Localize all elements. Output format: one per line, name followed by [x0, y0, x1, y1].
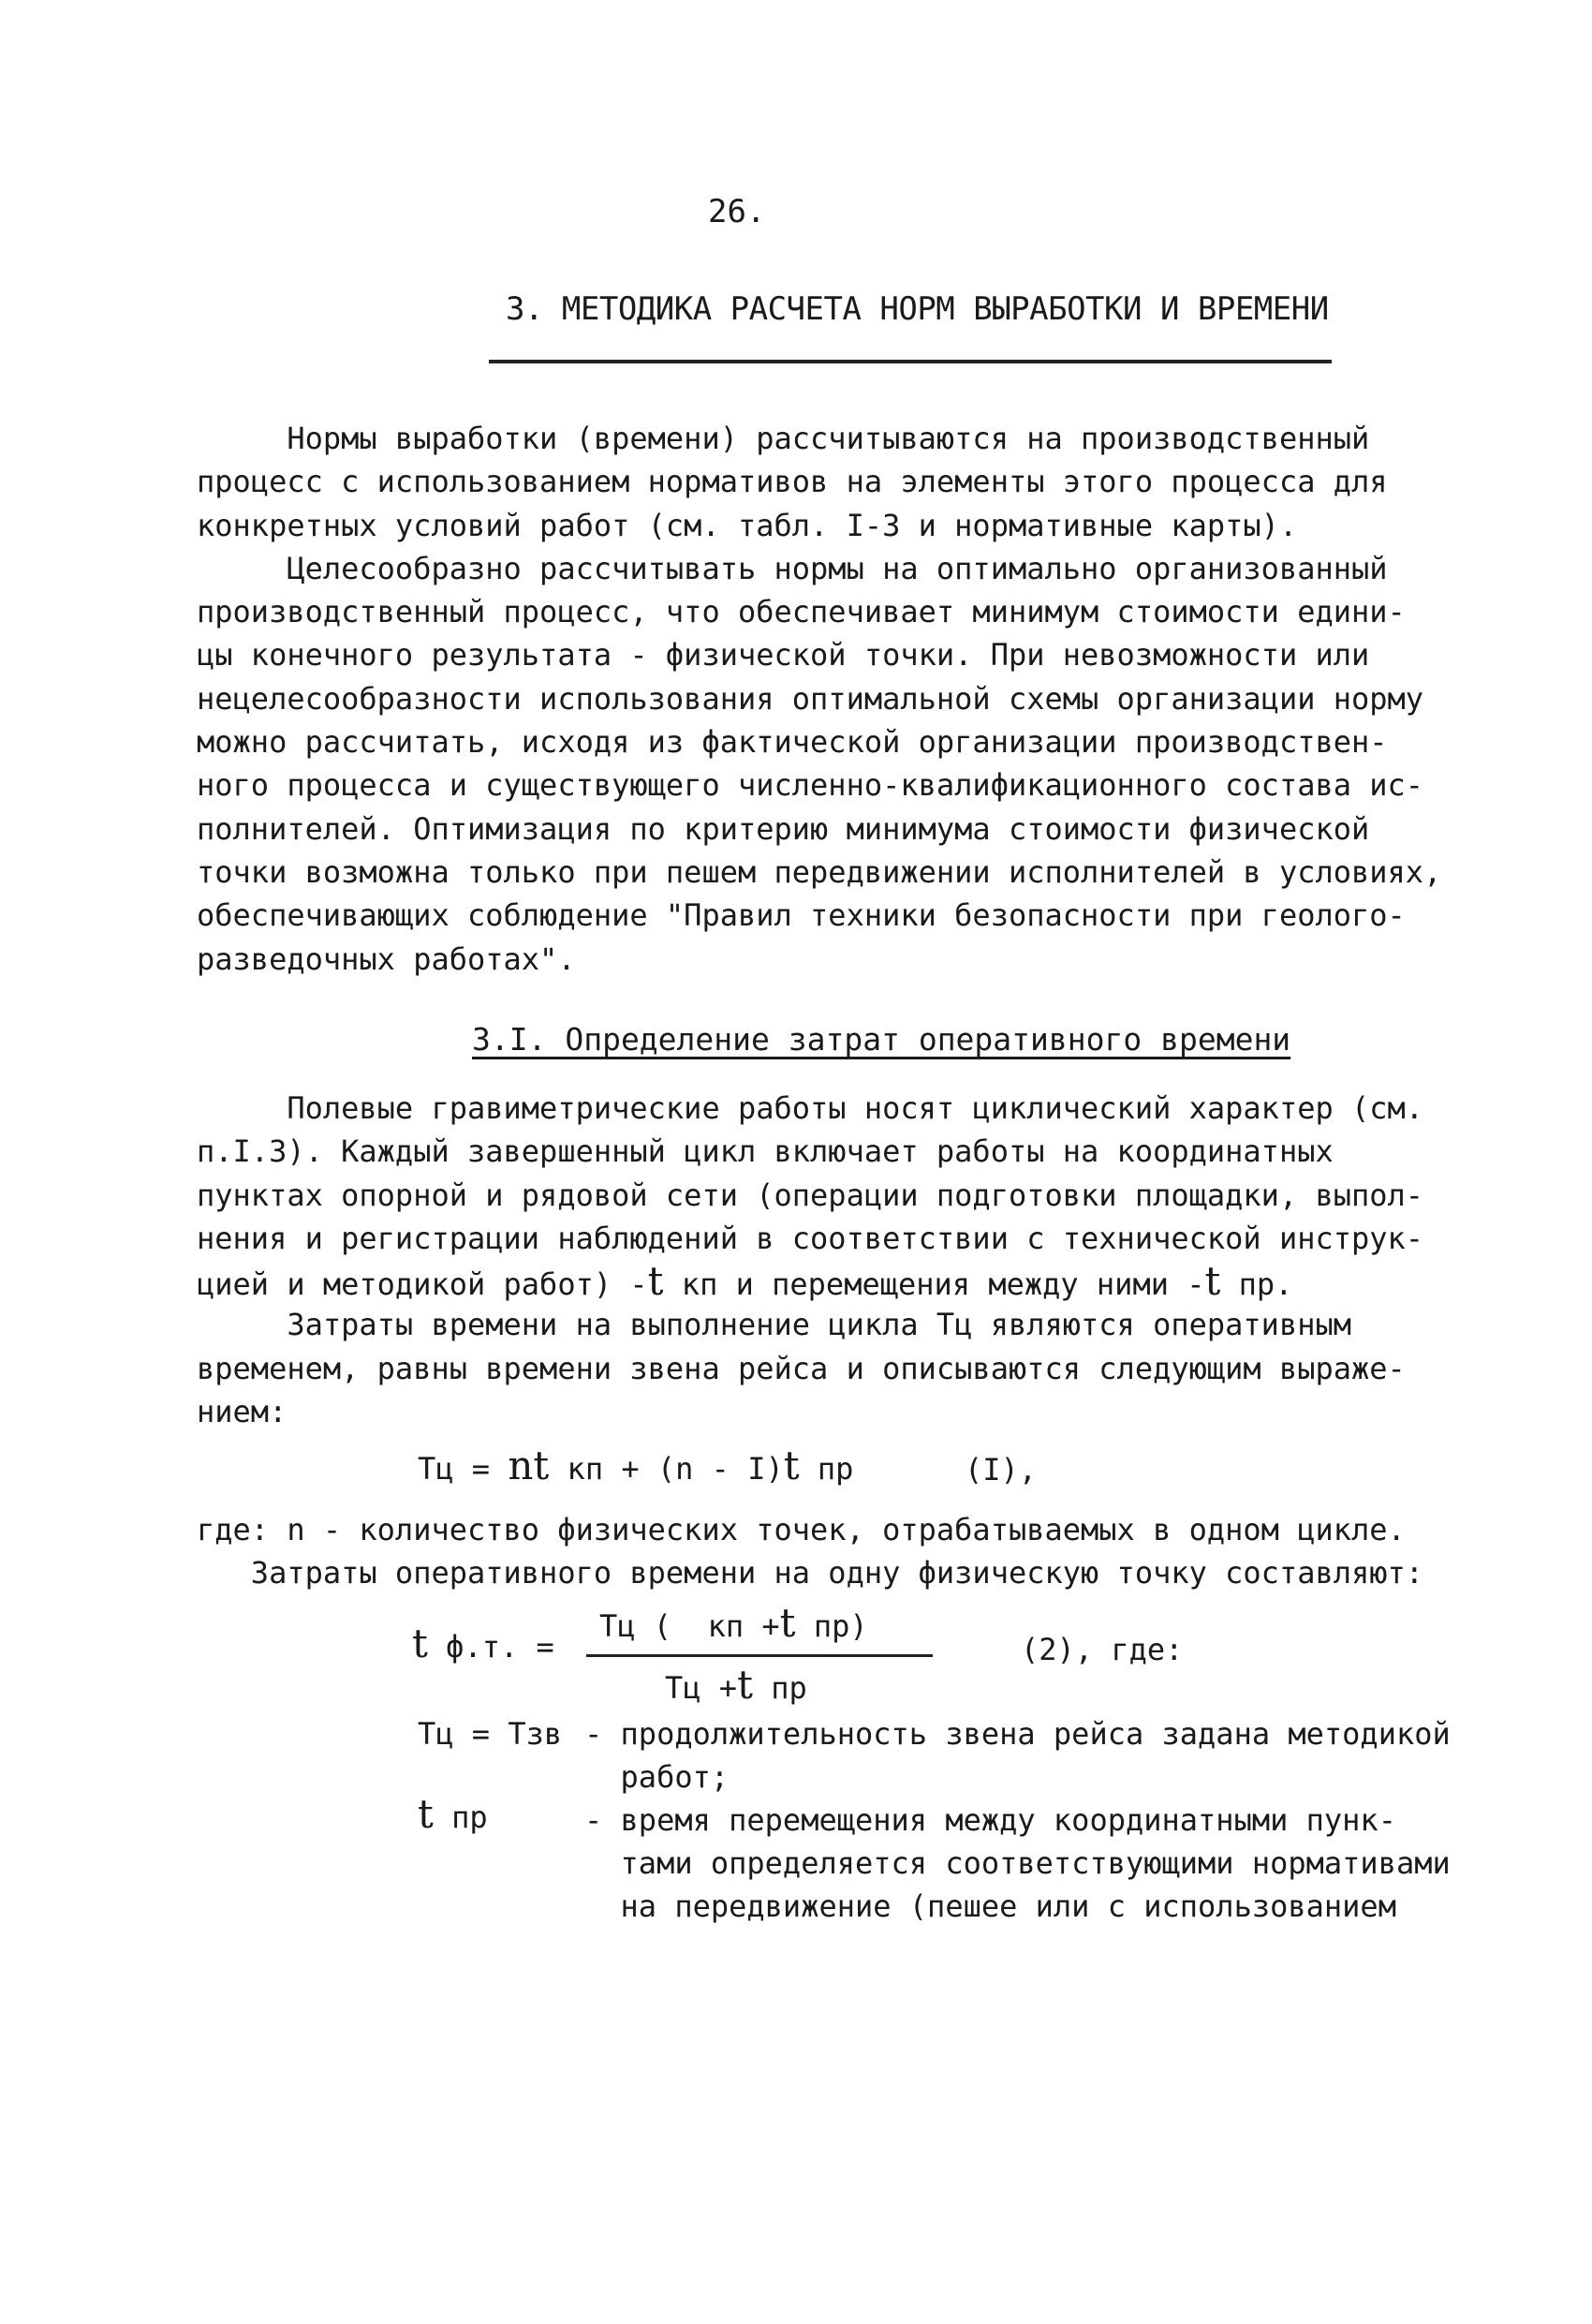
text-fragment: пр.	[1220, 1266, 1293, 1303]
text-fragment: кп и перемещения между ними	[663, 1266, 1187, 1303]
text-line: - время перемещения между координатными пунк-	[584, 1802, 1396, 1838]
dash: -	[612, 1266, 648, 1303]
t-symbol: t	[412, 1621, 428, 1666]
formula-term: Тц +	[665, 1670, 738, 1706]
text-line	[197, 1260, 1423, 1303]
text-line: цы конечного результата - физической точки. При невозможности или	[197, 637, 1370, 674]
formula-term: пр	[752, 1670, 807, 1706]
text-line: разведочных работах".	[197, 940, 576, 977]
text-fragment: цией и методикой работ)	[197, 1266, 612, 1303]
section-title: 3. МЕТОДИКА РАСЧЕТА НОРМ ВЫРАБОТКИ И ВРЕМЕНИ	[506, 290, 1329, 328]
text-line: Полевые гравиметрические работы носят циклический характер (см.	[197, 1090, 1424, 1126]
text-line: временем, равны времени звена рейса и описываются следующим выраже-	[197, 1350, 1406, 1386]
page-number: 26.	[708, 193, 766, 230]
n-symbol: n	[508, 1443, 534, 1488]
formula-2-numerator	[599, 1600, 868, 1646]
t-symbol: t	[779, 1600, 796, 1646]
text-line: можно рассчитать, исходя из фактической организации производствен-	[197, 724, 1388, 761]
t-symbol: t	[1204, 1258, 1221, 1305]
text-line: работ;	[584, 1759, 730, 1795]
body-paragraph	[197, 1087, 1423, 1433]
definition-tc-symbol: Тц = Тзв	[418, 1716, 563, 1752]
t-symbol: t	[737, 1662, 753, 1708]
text-line: п.I.3). Каждый завершенный цикл включает работы на координатных	[197, 1133, 1334, 1170]
text-line: тами определяется соответствующими нормативами	[584, 1845, 1451, 1881]
formula-term: Тц ( кп +	[599, 1608, 780, 1644]
fraction-bar	[586, 1654, 933, 1657]
text-line: нецелесообразности использования оптимальной схемы организации норму	[197, 680, 1424, 717]
text-line: Целесообразно рассчитывать нормы на оптимально организованный	[197, 550, 1388, 586]
formula-2-denominator	[665, 1662, 807, 1708]
t-symbol: t	[647, 1258, 664, 1305]
definition-tpr-text	[584, 1799, 1451, 1928]
text-line: производственный процесс, что обеспечивает минимум стоимости едини-	[197, 594, 1406, 630]
definition-tc-text	[584, 1712, 1451, 1799]
text-line: на передвижение (пешее или с использованием	[584, 1888, 1396, 1924]
formula-2-number: (2), где:	[1021, 1632, 1184, 1667]
text-line: обеспечивающих соблюдение "Правил техники безопасности при геолого-	[197, 897, 1406, 934]
formula-term: кп + (n - I)	[549, 1451, 784, 1487]
text-line: Затраты времени на выполнение цикла Тц являются оперативным	[197, 1307, 1351, 1343]
formula-lhs: Тц =	[418, 1451, 509, 1487]
text-line: полнителей. Оптимизация по критерию минимума стоимости физической	[197, 810, 1370, 847]
text-line: ного процесса и существующего численно-квалификационного состава ис-	[197, 767, 1424, 804]
operative-time-line: Затраты оперативного времени на одну физическую точку составляют:	[197, 1555, 1424, 1591]
text-fragment: пр	[433, 1799, 488, 1835]
text-line: процесс с использованием нормативов на элементы этого процесса для	[197, 464, 1388, 500]
text-line: нием:	[197, 1394, 287, 1430]
text-line: Нормы выработки (времени) рассчитываются на производственный	[197, 421, 1370, 456]
text-line: - продолжительность звена рейса задана методикой	[584, 1716, 1451, 1752]
where-line: где: n - количество физических точек, отрабатываемых в одном цикле.	[197, 1512, 1406, 1547]
text-line: точки возможна только при пешем передвижении исполнителей в условиях,	[197, 853, 1442, 890]
formula-1-number: (I),	[965, 1452, 1038, 1488]
t-symbol: t	[783, 1443, 800, 1488]
formula-1	[418, 1443, 853, 1488]
formula-term: пр	[799, 1451, 854, 1487]
subsection-title: 3.I. Определение затрат оперативного времени	[472, 1021, 1291, 1058]
title-underline	[489, 360, 1332, 363]
dash: -	[1187, 1266, 1205, 1303]
text-line: конкретных условий работ (см. табл. I-3 и нормативные карты).	[197, 507, 1298, 543]
formula-2-lhs	[412, 1621, 554, 1666]
text-line: пунктах опорной и рядовой сети (операции подготовки площадки, выпол-	[197, 1177, 1424, 1213]
formula-lhs: ф.т. =	[427, 1629, 554, 1665]
definition-tpr-symbol	[418, 1793, 488, 1839]
formula-term: пр)	[795, 1608, 868, 1644]
intro-paragraph	[197, 417, 1441, 981]
text-line: нения и регистрации наблюдений в соответствии с технической инструк-	[197, 1220, 1424, 1256]
t-symbol: t	[418, 1791, 434, 1837]
t-symbol: t	[533, 1443, 550, 1488]
